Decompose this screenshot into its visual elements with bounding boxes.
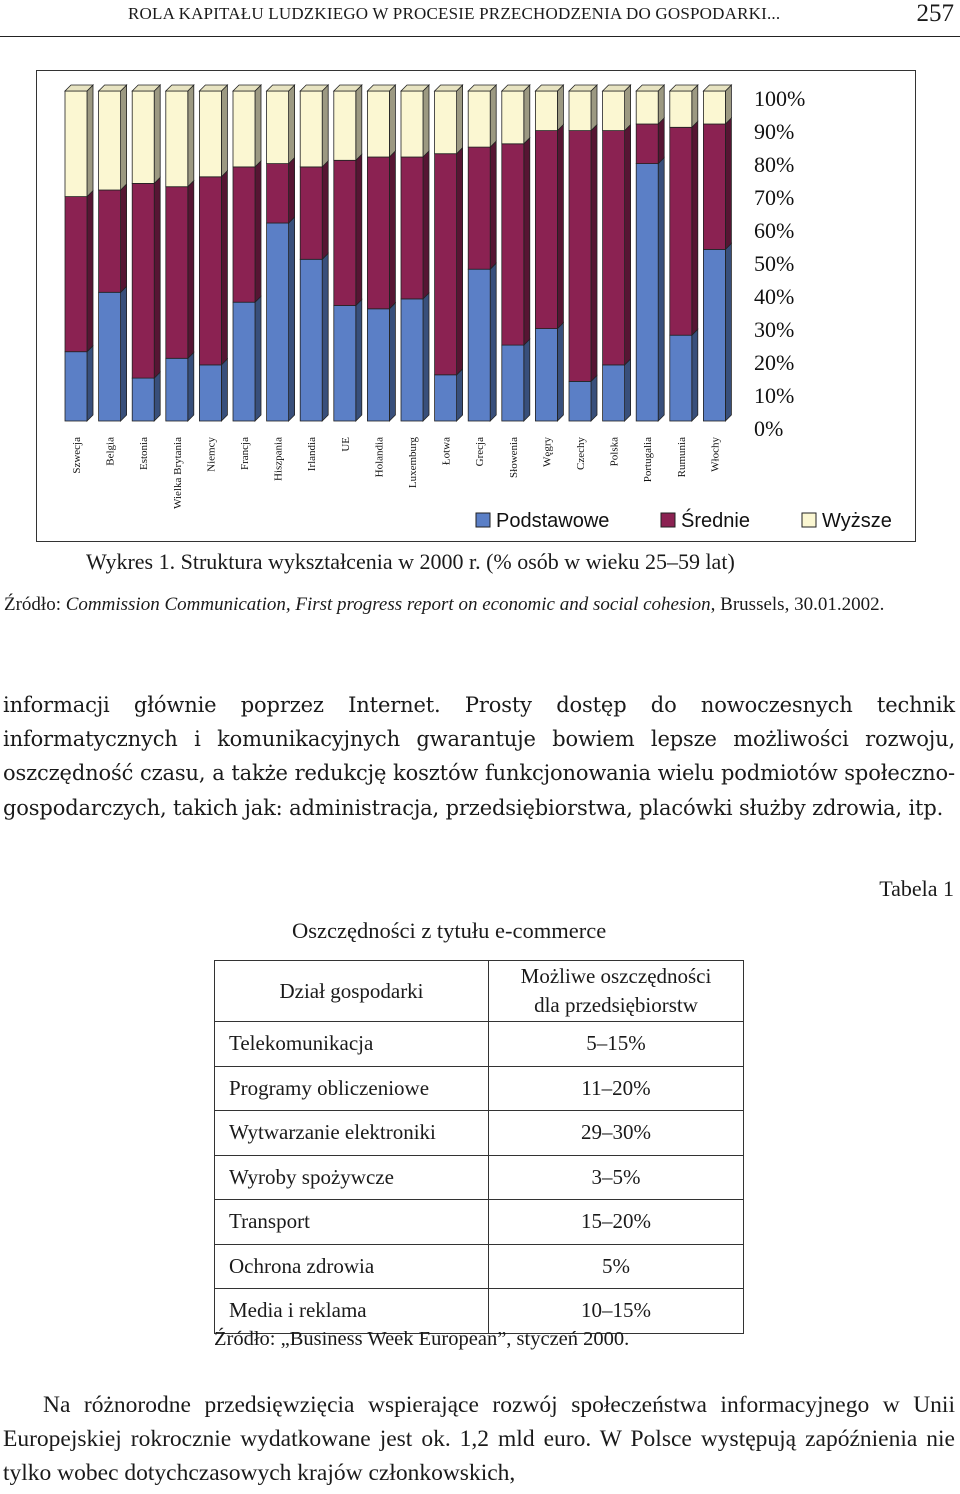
x-tick-label: Rumunia xyxy=(675,437,688,478)
bar-segment xyxy=(670,91,692,127)
bar-segment xyxy=(300,91,322,167)
table-cell-savings: 3–5% xyxy=(489,1155,744,1200)
bar-segment-side xyxy=(154,177,160,378)
bar-segment xyxy=(703,124,725,249)
bar-segment-side xyxy=(490,85,496,147)
bar-segment-side xyxy=(289,158,295,223)
table-row xyxy=(215,1111,744,1156)
table-cell-sector: Wyroby spożywcze xyxy=(215,1155,489,1200)
bar-segment-side xyxy=(490,141,496,269)
bar-segment xyxy=(603,91,625,131)
bar-segment xyxy=(535,329,557,421)
bar-segment-side xyxy=(322,161,328,259)
bar-segment-side xyxy=(457,148,463,375)
table-cell-savings: 29–30% xyxy=(489,1111,744,1156)
bar-segment-side xyxy=(322,85,328,167)
stacked-bar-chart xyxy=(37,71,917,543)
bar-segment xyxy=(199,91,221,177)
y-tick-label: 0% xyxy=(754,416,784,441)
legend-swatch xyxy=(476,513,490,527)
table-row xyxy=(215,1155,744,1200)
bar-segment xyxy=(535,131,557,329)
bar-segment xyxy=(334,306,356,422)
bar-segment xyxy=(99,190,121,292)
x-tick-label: Polska xyxy=(608,437,621,467)
bar-segment xyxy=(636,164,658,421)
legend-label: Podstawowe xyxy=(496,510,610,532)
bar-segment xyxy=(267,164,289,223)
bar-segment xyxy=(569,91,591,131)
bar-segment xyxy=(502,345,524,421)
x-tick-label: Szwecja xyxy=(71,437,83,474)
bar-segment-side xyxy=(255,85,261,167)
bar-segment-side xyxy=(423,151,429,299)
table-cell-sector: Telekomunikacja xyxy=(215,1022,489,1067)
y-tick-label: 100% xyxy=(754,86,806,111)
y-tick-label: 20% xyxy=(754,350,795,375)
bar-segment-side xyxy=(221,85,227,177)
bar-segment xyxy=(233,302,255,421)
bar-segment xyxy=(435,375,457,421)
bar-segment xyxy=(603,365,625,421)
bar-segment xyxy=(65,352,87,421)
bar-segment xyxy=(535,91,557,131)
bar-segment xyxy=(199,365,221,421)
x-tick-label: Wielka Brytania xyxy=(171,437,184,509)
x-tick-label: Słowenia xyxy=(507,437,520,478)
table-header-savings-line2: dla przedsiębiorstw xyxy=(534,993,698,1017)
bar-segment xyxy=(670,127,692,335)
bar-segment-side xyxy=(255,161,261,302)
running-title: ROLA KAPITAŁU LUDZKIEGO W PROCESIE PRZECHODZENIA DO GOSPODARKI... xyxy=(128,4,781,23)
bar-segment-side xyxy=(457,369,463,421)
bar-segment-side xyxy=(725,243,731,421)
x-tick-label: Hiszpania xyxy=(272,437,285,481)
bar-segment xyxy=(166,91,188,187)
bar-segment xyxy=(267,223,289,421)
bar-segment-side xyxy=(221,359,227,421)
table-cell-savings: 10–15% xyxy=(489,1289,744,1334)
bar-segment xyxy=(166,187,188,359)
bar-segment-side xyxy=(557,323,563,421)
table-cell-sector: Wytwarzanie elektroniki xyxy=(215,1111,489,1156)
bar-segment xyxy=(435,154,457,375)
page-number: 257 xyxy=(916,0,954,27)
bar-segment-side xyxy=(423,293,429,421)
bar-segment-side xyxy=(389,303,395,421)
x-tick-label: Portugalia xyxy=(642,437,655,483)
table-title: Oszczędności z tytułu e-commerce xyxy=(292,918,607,943)
bar-segment-side xyxy=(121,184,127,292)
bar-segment-side xyxy=(87,85,93,197)
bar-segment-side xyxy=(524,85,530,144)
bar-segment xyxy=(199,177,221,365)
x-tick-label: Belgia xyxy=(104,437,117,466)
x-tick-label: Francja xyxy=(239,437,251,470)
table-cell-savings: 15–20% xyxy=(489,1200,744,1245)
bar-segment-side xyxy=(154,372,160,421)
bar-segment-side xyxy=(457,85,463,154)
bar-segment xyxy=(65,197,87,352)
body-paragraph-2: Na różnorodne przedsięwzięcia wspierające rozwój społeczeństwa informacyjnego w Unii Europejskiej rokrocznie wydatkowane jest ok. 1,2 mld euro. W Polsce występują zapóźnienia nie tylko wobec dotychczasowych krajów członkowskich, xyxy=(3,1392,955,1486)
bar-segment-side xyxy=(725,85,731,124)
bar-segment-side xyxy=(725,118,731,249)
bar-segment-side xyxy=(121,286,127,421)
y-tick-label: 30% xyxy=(754,317,795,342)
figure-caption: Wykres 1. Struktura wykształcenia w 2000 r. (% osób w wieku 25–59 lat) xyxy=(86,549,735,574)
bar-segment-side xyxy=(356,154,362,305)
bar-segment-side xyxy=(322,253,328,421)
bar-segment xyxy=(401,157,423,299)
bar-segment xyxy=(435,91,457,154)
x-tick-label: Luxemburg xyxy=(407,437,419,489)
table-source: Źródło: „Business Week European”, styczeń 2000. xyxy=(214,1328,630,1350)
y-tick-label: 80% xyxy=(754,152,795,177)
x-tick-label: Węgry xyxy=(541,437,554,467)
bar-segment-side xyxy=(625,359,631,421)
table-cell-sector: Programy obliczeniowe xyxy=(215,1066,489,1111)
x-tick-label: Estonia xyxy=(138,437,151,470)
bar-segment xyxy=(132,378,154,421)
bar-segment xyxy=(703,249,725,421)
bar-segment-side xyxy=(557,85,563,131)
bar-segment xyxy=(99,91,121,190)
table-label: Tabela 1 xyxy=(879,876,954,901)
bar-segment-side xyxy=(188,352,194,421)
bar-segment-side xyxy=(658,118,664,164)
bar-segment xyxy=(569,381,591,421)
y-tick-label: 10% xyxy=(754,383,795,408)
bar-segment-side xyxy=(692,121,698,335)
bar-segment-side xyxy=(121,85,127,190)
bar-segment-side xyxy=(87,346,93,421)
bar-segment xyxy=(233,91,255,167)
table-cell-sector: Media i reklama xyxy=(215,1289,489,1334)
bar-segment-side xyxy=(591,125,597,382)
y-tick-label: 60% xyxy=(754,218,795,243)
savings-table xyxy=(214,960,744,1334)
bar-segment xyxy=(569,131,591,382)
x-tick-label: Niemcy xyxy=(205,437,218,472)
bar-segment xyxy=(502,91,524,144)
bar-segment xyxy=(300,259,322,421)
bar-segment-side xyxy=(289,85,295,164)
bar-segment-side xyxy=(524,339,530,421)
x-tick-label: Irlandia xyxy=(306,437,319,472)
bar-segment-side xyxy=(356,300,362,422)
bar-segment-side xyxy=(356,85,362,160)
bar-segment-side xyxy=(490,263,496,421)
x-tick-label: Włochy xyxy=(709,437,722,472)
x-tick-label: Grecja xyxy=(474,437,487,467)
bar-segment-side xyxy=(423,85,429,157)
bar-segment-side xyxy=(692,85,698,127)
bar-segment-side xyxy=(188,181,194,359)
table-row xyxy=(215,1289,744,1334)
bar-segment-side xyxy=(692,329,698,421)
y-tick-label: 90% xyxy=(754,119,795,144)
body-paragraph-1: informacji głównie poprzez Internet. Prosty dostęp do nowoczesnych technik informatycznych i komunikacyjnych gwarantuje bowiem lepsze możliwości rozwoju, oszczędność czasu, a także redukcję kosztów funkcjonowania wielu podmiotów społeczno-gospodarczych, takich jak: administracja, przedsiębiorstwa, placówki służby zdrowia, itp. xyxy=(3,693,955,820)
table-row xyxy=(215,1022,744,1067)
x-tick-label: Holandia xyxy=(373,437,386,478)
bar-segment-side xyxy=(524,138,530,345)
legend-label: Średnie xyxy=(681,510,750,532)
table-cell-savings: 5% xyxy=(489,1244,744,1289)
bar-segment xyxy=(65,91,87,197)
bar-segment xyxy=(401,299,423,421)
bar-segment xyxy=(367,91,389,157)
table-cell-sector: Transport xyxy=(215,1200,489,1245)
table-row xyxy=(215,1244,744,1289)
table-row xyxy=(215,1066,744,1111)
table-header-row xyxy=(215,961,744,1022)
bar-segment-side xyxy=(557,125,563,329)
figure-source-prefix: Źródło: xyxy=(4,594,66,615)
bar-segment-side xyxy=(658,158,664,421)
legend-label: Wyższe xyxy=(822,510,892,532)
table-header-sector: Dział gospodarki xyxy=(215,961,489,1022)
bar-segment xyxy=(367,309,389,421)
x-tick-label: UE xyxy=(339,437,352,452)
x-tick-label: Czechy xyxy=(575,437,587,470)
table-cell-savings: 5–15% xyxy=(489,1022,744,1067)
bar-segment-side xyxy=(625,85,631,131)
y-tick-label: 40% xyxy=(754,284,795,309)
running-header xyxy=(0,0,960,37)
table-header-savings xyxy=(489,961,744,1022)
bar-segment xyxy=(468,91,490,147)
bar-segment xyxy=(132,91,154,183)
bar-segment xyxy=(233,167,255,302)
bar-segment-side xyxy=(289,217,295,421)
bar-segment-side xyxy=(625,125,631,365)
bar-segment-side xyxy=(591,375,597,421)
figure-source-suffix: , Brussels, 30.01.2002. xyxy=(710,594,885,615)
bar-segment xyxy=(99,292,121,421)
bar-segment xyxy=(603,131,625,365)
bar-segment-side xyxy=(658,85,664,124)
bar-segment-side xyxy=(188,85,194,187)
bar-segment-side xyxy=(389,85,395,157)
bar-segment xyxy=(334,160,356,305)
figure-source-title: Commission Communication, First progress report on economic and social cohesion xyxy=(65,594,711,615)
bar-segment xyxy=(468,269,490,421)
legend-swatch xyxy=(661,513,675,527)
bar-segment xyxy=(468,147,490,269)
x-tick-label: Łotwa xyxy=(440,437,453,466)
bar-segment xyxy=(132,183,154,378)
bar-segment xyxy=(166,358,188,421)
bar-segment xyxy=(367,157,389,309)
bar-segment xyxy=(502,144,524,345)
y-tick-label: 50% xyxy=(754,251,795,276)
bar-segment xyxy=(636,124,658,164)
bar-segment-side xyxy=(87,191,93,352)
bar-segment xyxy=(267,91,289,164)
bar-segment-side xyxy=(255,296,261,421)
bar-segment-side xyxy=(389,151,395,309)
bar-segment-side xyxy=(591,85,597,131)
table-cell-savings: 11–20% xyxy=(489,1066,744,1111)
table-row xyxy=(215,1200,744,1245)
bar-segment xyxy=(703,91,725,124)
bar-segment xyxy=(670,335,692,421)
bar-segment-side xyxy=(221,171,227,365)
bar-segment-side xyxy=(154,85,160,183)
figure-source xyxy=(4,590,954,620)
bar-segment xyxy=(300,167,322,259)
y-tick-label: 70% xyxy=(754,185,795,210)
bar-segment xyxy=(636,91,658,124)
legend-swatch xyxy=(802,513,816,527)
chart-frame xyxy=(36,70,916,542)
table-cell-sector: Ochrona zdrowia xyxy=(215,1244,489,1289)
bar-segment xyxy=(334,91,356,160)
table-header-savings-line1: Możliwe oszczędności xyxy=(520,964,712,988)
bar-segment xyxy=(401,91,423,157)
